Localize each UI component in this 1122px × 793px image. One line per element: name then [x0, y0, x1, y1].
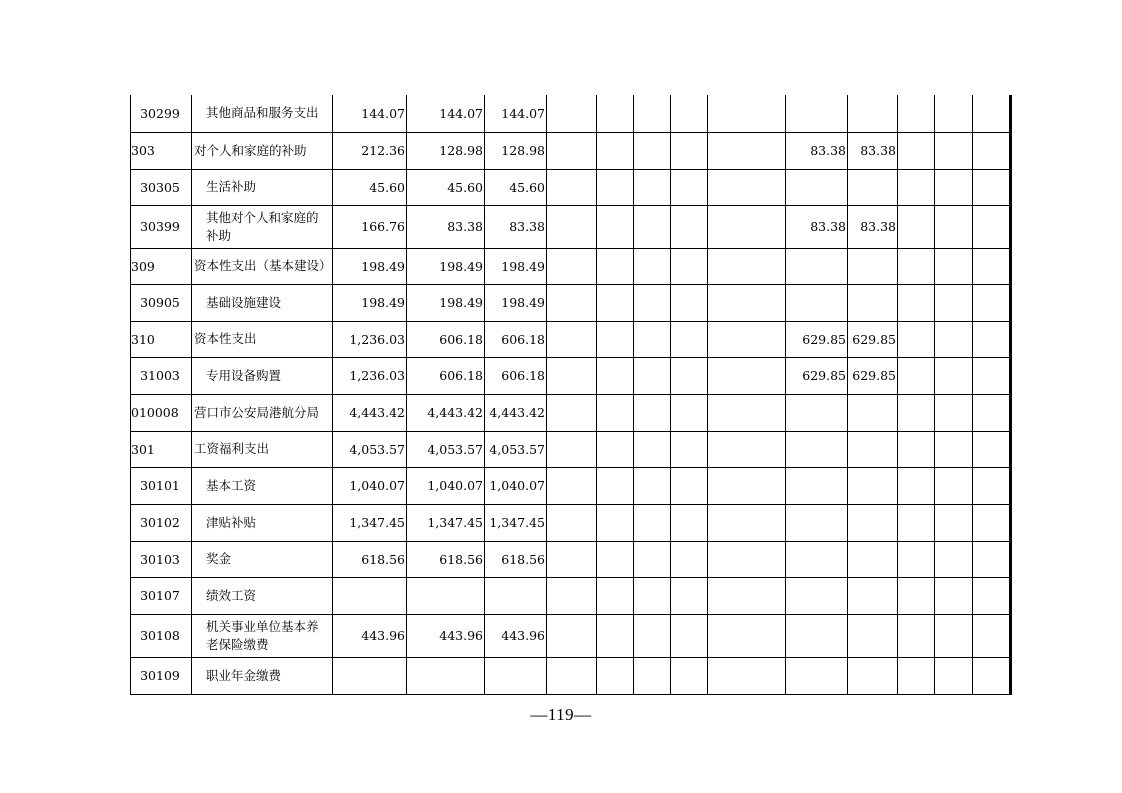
- value-cell: [547, 205, 597, 248]
- value-cell: 1,040.07: [485, 467, 547, 504]
- value-cell: 606.18: [485, 321, 547, 357]
- row-code: 30399: [131, 205, 192, 248]
- value-cell: [634, 577, 671, 614]
- value-cell: [634, 248, 671, 284]
- value-cell: 1,347.45: [333, 504, 407, 541]
- value-cell: [708, 205, 786, 248]
- value-cell: [898, 467, 935, 504]
- value-cell: [671, 504, 708, 541]
- value-cell: [786, 431, 848, 467]
- row-code: 30299: [131, 95, 192, 132]
- value-cell: [786, 657, 848, 694]
- row-name: 绩效工资: [192, 577, 333, 614]
- value-cell: 198.49: [407, 248, 485, 284]
- table-row: [131, 467, 1012, 504]
- row-code: 30305: [131, 169, 192, 205]
- value-cell: [547, 504, 597, 541]
- value-cell: [671, 357, 708, 394]
- value-cell: [671, 431, 708, 467]
- table-row: [131, 614, 1012, 657]
- table-row: [131, 431, 1012, 467]
- row-code: 30107: [131, 577, 192, 614]
- value-cell: 83.38: [786, 205, 848, 248]
- row-name: 职业年金缴费: [192, 657, 333, 694]
- value-cell: [898, 248, 935, 284]
- value-cell: [973, 657, 1010, 694]
- value-cell: [708, 467, 786, 504]
- value-cell: [898, 541, 935, 577]
- table-row: [131, 205, 1012, 248]
- value-cell: 443.96: [407, 614, 485, 657]
- table-row: [131, 357, 1012, 394]
- value-cell: [671, 321, 708, 357]
- value-cell: [634, 467, 671, 504]
- value-cell: [547, 321, 597, 357]
- value-cell: [671, 169, 708, 205]
- value-cell: [708, 394, 786, 431]
- value-cell: [597, 467, 634, 504]
- value-cell: [671, 132, 708, 169]
- value-cell: [1011, 394, 1012, 431]
- value-cell: [848, 467, 898, 504]
- value-cell: [973, 321, 1010, 357]
- value-cell: [935, 132, 973, 169]
- row-code: 303: [131, 132, 192, 169]
- value-cell: [898, 95, 935, 132]
- row-code: 301: [131, 431, 192, 467]
- value-cell: [547, 467, 597, 504]
- value-cell: [898, 614, 935, 657]
- table-row: [131, 504, 1012, 541]
- value-cell: [547, 541, 597, 577]
- value-cell: [547, 169, 597, 205]
- value-cell: [935, 657, 973, 694]
- value-cell: [671, 541, 708, 577]
- value-cell: [597, 431, 634, 467]
- value-cell: [597, 357, 634, 394]
- value-cell: 198.49: [407, 284, 485, 321]
- value-cell: [485, 657, 547, 694]
- value-cell: [935, 467, 973, 504]
- value-cell: [935, 248, 973, 284]
- table-body: [131, 95, 1012, 694]
- table-row: [131, 657, 1012, 694]
- value-cell: [1011, 95, 1012, 132]
- value-cell: [708, 431, 786, 467]
- value-cell: [848, 504, 898, 541]
- value-cell: [935, 614, 973, 657]
- value-cell: [547, 657, 597, 694]
- value-cell: 83.38: [848, 132, 898, 169]
- value-cell: [671, 284, 708, 321]
- value-cell: [547, 132, 597, 169]
- table-row: [131, 541, 1012, 577]
- value-cell: [407, 577, 485, 614]
- value-cell: [597, 248, 634, 284]
- value-cell: 212.36: [333, 132, 407, 169]
- value-cell: 144.07: [407, 95, 485, 132]
- value-cell: [898, 431, 935, 467]
- value-cell: [973, 394, 1010, 431]
- value-cell: 443.96: [485, 614, 547, 657]
- value-cell: [973, 132, 1010, 169]
- value-cell: [973, 95, 1010, 132]
- value-cell: 83.38: [485, 205, 547, 248]
- value-cell: [547, 248, 597, 284]
- value-cell: 4,443.42: [333, 394, 407, 431]
- row-name: 基本工资: [192, 467, 333, 504]
- value-cell: 629.85: [786, 357, 848, 394]
- value-cell: 4,053.57: [485, 431, 547, 467]
- row-name: 基础设施建设: [192, 284, 333, 321]
- value-cell: 606.18: [407, 357, 485, 394]
- value-cell: [1011, 577, 1012, 614]
- value-cell: [848, 95, 898, 132]
- row-code: 309: [131, 248, 192, 284]
- value-cell: 618.56: [333, 541, 407, 577]
- value-cell: [671, 394, 708, 431]
- value-cell: [1011, 248, 1012, 284]
- value-cell: [935, 577, 973, 614]
- value-cell: [597, 657, 634, 694]
- value-cell: [848, 577, 898, 614]
- value-cell: 618.56: [485, 541, 547, 577]
- value-cell: [634, 614, 671, 657]
- value-cell: 1,347.45: [407, 504, 485, 541]
- value-cell: [485, 577, 547, 614]
- value-cell: [634, 321, 671, 357]
- row-name: 资本性支出（基本建设）: [192, 248, 333, 284]
- value-cell: [547, 357, 597, 394]
- value-cell: [708, 248, 786, 284]
- value-cell: [786, 541, 848, 577]
- value-cell: 144.07: [485, 95, 547, 132]
- value-cell: [898, 394, 935, 431]
- value-cell: 606.18: [485, 357, 547, 394]
- value-cell: [1011, 132, 1012, 169]
- value-cell: [634, 657, 671, 694]
- value-cell: [973, 467, 1010, 504]
- table-row: [131, 95, 1012, 132]
- value-cell: 198.49: [333, 284, 407, 321]
- value-cell: 629.85: [848, 321, 898, 357]
- table-row: [131, 577, 1012, 614]
- value-cell: [597, 132, 634, 169]
- value-cell: [597, 205, 634, 248]
- value-cell: [935, 541, 973, 577]
- value-cell: [671, 614, 708, 657]
- value-cell: [973, 431, 1010, 467]
- value-cell: [708, 504, 786, 541]
- value-cell: [786, 169, 848, 205]
- value-cell: [333, 657, 407, 694]
- budget-table: [130, 95, 1012, 695]
- row-code: 30108: [131, 614, 192, 657]
- value-cell: [848, 394, 898, 431]
- value-cell: [898, 284, 935, 321]
- value-cell: [898, 657, 935, 694]
- value-cell: [898, 357, 935, 394]
- value-cell: [1011, 284, 1012, 321]
- value-cell: 606.18: [407, 321, 485, 357]
- value-cell: 166.76: [333, 205, 407, 248]
- value-cell: [1011, 541, 1012, 577]
- table-row: [131, 321, 1012, 357]
- row-name: 其他对个人和家庭的补助: [192, 205, 333, 248]
- value-cell: [848, 169, 898, 205]
- value-cell: [597, 394, 634, 431]
- row-name: 津贴补贴: [192, 504, 333, 541]
- value-cell: [898, 504, 935, 541]
- value-cell: 1,236.03: [333, 357, 407, 394]
- value-cell: [935, 394, 973, 431]
- value-cell: [1011, 467, 1012, 504]
- value-cell: [708, 614, 786, 657]
- value-cell: [708, 577, 786, 614]
- value-cell: [634, 394, 671, 431]
- value-cell: [973, 169, 1010, 205]
- value-cell: 45.60: [407, 169, 485, 205]
- row-code: 30103: [131, 541, 192, 577]
- value-cell: [1011, 504, 1012, 541]
- value-cell: 83.38: [407, 205, 485, 248]
- value-cell: 4,053.57: [333, 431, 407, 467]
- value-cell: 1,347.45: [485, 504, 547, 541]
- value-cell: [671, 95, 708, 132]
- value-cell: [935, 205, 973, 248]
- value-cell: [634, 132, 671, 169]
- value-cell: [597, 321, 634, 357]
- row-code: 30905: [131, 284, 192, 321]
- value-cell: [597, 577, 634, 614]
- row-name: 工资福利支出: [192, 431, 333, 467]
- value-cell: 1,040.07: [407, 467, 485, 504]
- value-cell: [973, 541, 1010, 577]
- value-cell: [634, 284, 671, 321]
- row-name: 奖金: [192, 541, 333, 577]
- value-cell: [634, 95, 671, 132]
- value-cell: [597, 614, 634, 657]
- row-code: 30109: [131, 657, 192, 694]
- value-cell: [898, 169, 935, 205]
- value-cell: [708, 169, 786, 205]
- table-row: [131, 394, 1012, 431]
- table-row: [131, 132, 1012, 169]
- value-cell: 144.07: [333, 95, 407, 132]
- value-cell: [973, 577, 1010, 614]
- value-cell: [1011, 657, 1012, 694]
- value-cell: [634, 541, 671, 577]
- value-cell: [935, 357, 973, 394]
- value-cell: [935, 169, 973, 205]
- value-cell: [786, 614, 848, 657]
- value-cell: 1,236.03: [333, 321, 407, 357]
- value-cell: [597, 169, 634, 205]
- value-cell: [634, 431, 671, 467]
- value-cell: [786, 248, 848, 284]
- value-cell: 4,443.42: [485, 394, 547, 431]
- value-cell: [708, 95, 786, 132]
- value-cell: [1011, 321, 1012, 357]
- value-cell: [708, 657, 786, 694]
- value-cell: [547, 614, 597, 657]
- row-name: 对个人和家庭的补助: [192, 132, 333, 169]
- value-cell: [597, 95, 634, 132]
- value-cell: 4,443.42: [407, 394, 485, 431]
- value-cell: [547, 431, 597, 467]
- row-code: 310: [131, 321, 192, 357]
- value-cell: [597, 541, 634, 577]
- value-cell: [1011, 205, 1012, 248]
- value-cell: [786, 394, 848, 431]
- value-cell: 198.49: [333, 248, 407, 284]
- row-code: 31003: [131, 357, 192, 394]
- value-cell: [973, 248, 1010, 284]
- table-row: [131, 169, 1012, 205]
- value-cell: 128.98: [407, 132, 485, 169]
- value-cell: [786, 95, 848, 132]
- value-cell: [848, 248, 898, 284]
- value-cell: [708, 284, 786, 321]
- value-cell: [786, 504, 848, 541]
- value-cell: 4,053.57: [407, 431, 485, 467]
- value-cell: [671, 657, 708, 694]
- value-cell: 1,040.07: [333, 467, 407, 504]
- table-row: [131, 248, 1012, 284]
- value-cell: [898, 321, 935, 357]
- value-cell: 198.49: [485, 284, 547, 321]
- value-cell: [898, 577, 935, 614]
- value-cell: [898, 205, 935, 248]
- value-cell: [935, 504, 973, 541]
- value-cell: [973, 357, 1010, 394]
- value-cell: [786, 467, 848, 504]
- row-name: 营口市公安局港航分局: [192, 394, 333, 431]
- row-name: 生活补助: [192, 169, 333, 205]
- value-cell: [333, 577, 407, 614]
- value-cell: [597, 504, 634, 541]
- value-cell: [407, 657, 485, 694]
- value-cell: [848, 431, 898, 467]
- value-cell: [898, 132, 935, 169]
- value-cell: [786, 284, 848, 321]
- value-cell: [935, 321, 973, 357]
- value-cell: 83.38: [786, 132, 848, 169]
- page-number: —119—: [530, 705, 592, 724]
- value-cell: [597, 284, 634, 321]
- value-cell: 629.85: [848, 357, 898, 394]
- value-cell: [786, 577, 848, 614]
- value-cell: 629.85: [786, 321, 848, 357]
- value-cell: [547, 577, 597, 614]
- value-cell: [634, 205, 671, 248]
- table-row: [131, 284, 1012, 321]
- value-cell: [935, 95, 973, 132]
- value-cell: [634, 357, 671, 394]
- value-cell: [848, 284, 898, 321]
- value-cell: [973, 504, 1010, 541]
- value-cell: [547, 394, 597, 431]
- value-cell: [634, 504, 671, 541]
- value-cell: [848, 657, 898, 694]
- value-cell: [1011, 169, 1012, 205]
- value-cell: 83.38: [848, 205, 898, 248]
- value-cell: [708, 321, 786, 357]
- value-cell: 618.56: [407, 541, 485, 577]
- row-name: 专用设备购置: [192, 357, 333, 394]
- value-cell: [1011, 614, 1012, 657]
- value-cell: [708, 541, 786, 577]
- value-cell: [671, 467, 708, 504]
- value-cell: [848, 614, 898, 657]
- value-cell: [671, 577, 708, 614]
- value-cell: [547, 95, 597, 132]
- value-cell: [708, 132, 786, 169]
- value-cell: [708, 357, 786, 394]
- row-code: 30102: [131, 504, 192, 541]
- value-cell: [671, 248, 708, 284]
- value-cell: [634, 169, 671, 205]
- value-cell: [973, 614, 1010, 657]
- value-cell: [973, 205, 1010, 248]
- value-cell: [935, 431, 973, 467]
- value-cell: [547, 284, 597, 321]
- value-cell: [973, 284, 1010, 321]
- value-cell: [671, 205, 708, 248]
- row-name: 其他商品和服务支出: [192, 95, 333, 132]
- row-code: 30101: [131, 467, 192, 504]
- value-cell: [1011, 431, 1012, 467]
- row-code: 010008: [131, 394, 192, 431]
- row-name: 资本性支出: [192, 321, 333, 357]
- value-cell: [848, 541, 898, 577]
- value-cell: 198.49: [485, 248, 547, 284]
- value-cell: 128.98: [485, 132, 547, 169]
- value-cell: 45.60: [333, 169, 407, 205]
- row-name: 机关事业单位基本养老保险缴费: [192, 614, 333, 657]
- value-cell: [935, 284, 973, 321]
- value-cell: 45.60: [485, 169, 547, 205]
- value-cell: 443.96: [333, 614, 407, 657]
- value-cell: [1011, 357, 1012, 394]
